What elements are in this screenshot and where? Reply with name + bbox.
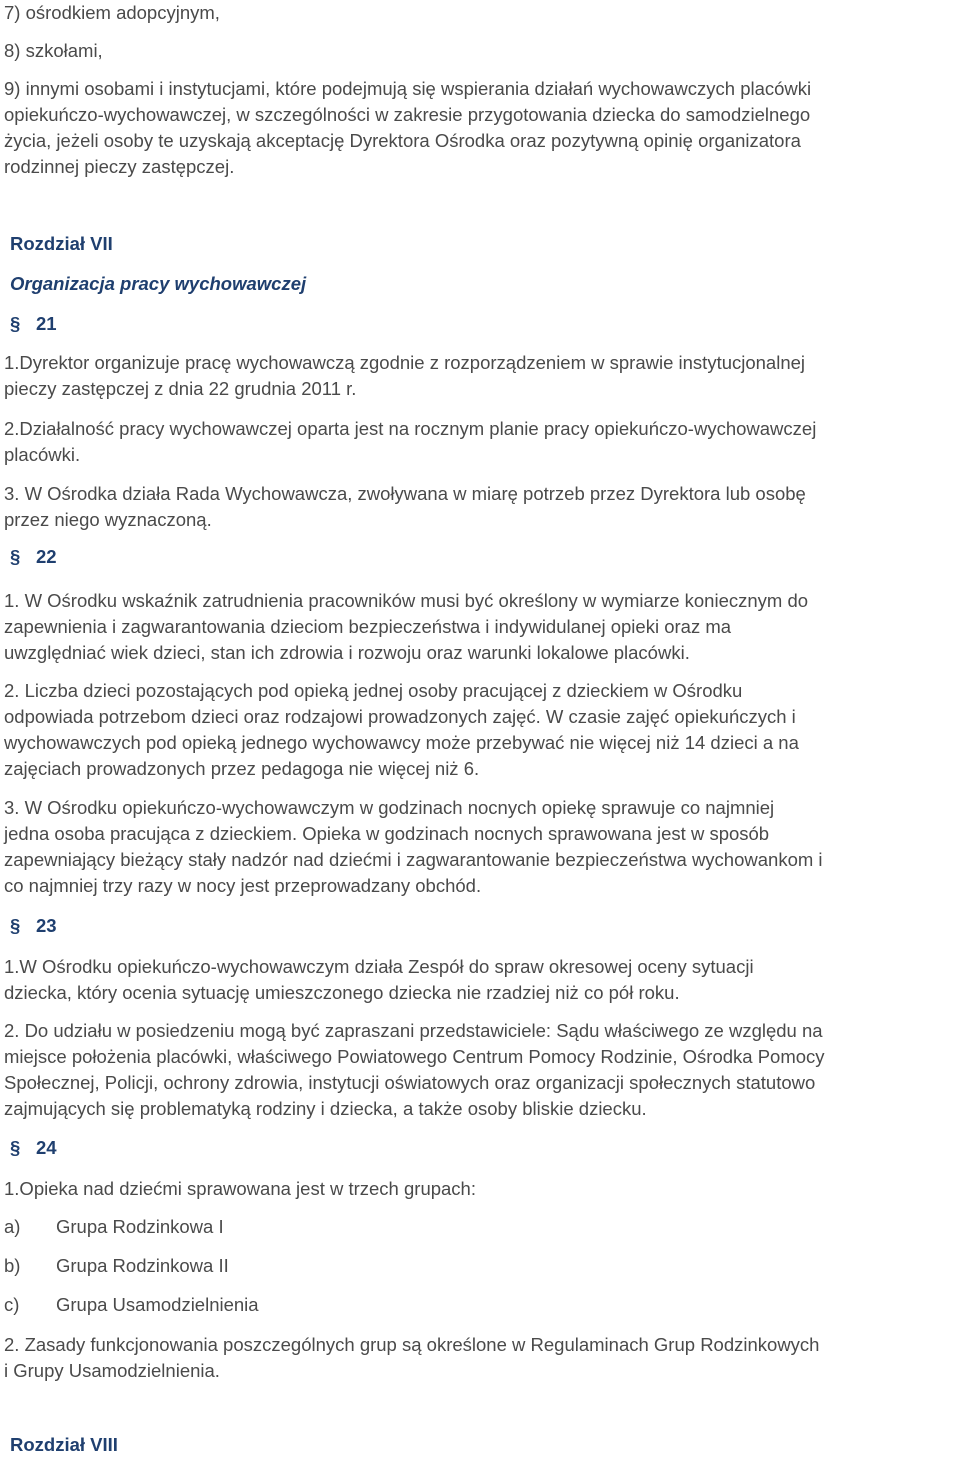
section-number: 24 (36, 1137, 57, 1158)
list-item-8: 8) szkołami, (4, 40, 103, 61)
section-mark: § (10, 915, 21, 936)
section-mark: § (10, 1137, 21, 1158)
s24-paragraph-2: 2. Zasady funkcjonowania poszczególnych grup są określone w Regulaminach Grup Rodzinkowych i Grupy Usamodzielnienia. (4, 1334, 820, 1381)
section-21-heading (10, 311, 960, 337)
list-item-7: 7) ośrodkiem adopcyjnym, (4, 2, 220, 23)
section-number: 21 (36, 313, 57, 334)
s23-paragraph-2: 2. Do udziału w posiedzeniu mogą być zapraszani przedstawiciele: Sądu właściwego ze względu na miejsce położenia placówki, właściwego Powiatowego Centrum Pomocy Rodzinie, Ośrodka Pomocy Społecznej, Policji, ochrony zdrowia, instytucji oświatowych oraz organizacji społecznych statutowo zajmujących się problematyką rodziny i dziecka, a także osoby bliskie dziecku. (4, 1020, 825, 1119)
list-item-a: a) Grupa Rodzinkowa I (4, 1216, 224, 1237)
section-22-heading (10, 544, 960, 570)
section-mark: § (10, 313, 21, 334)
chapter-8-title: Rozdział VIII (10, 1434, 118, 1455)
s22-paragraph-3: 3. W Ośrodku opiekuńczo-wychowawczym w godzinach nocnych opiekę sprawuje co najmniej jedna osoba pracująca z dzieckiem. Opieka w godzinach nocnych sprawowana jest w sposób zapewniający bieżący stały nadzór nad dziećmi i zagwarantowanie bezpieczeństwa wychowankom i co najmniej trzy razy w nocy jest przeprowadzany obchód. (4, 797, 823, 896)
s23-paragraph-1: 1.W Ośrodku opiekuńczo-wychowawczym działa Zespół do spraw okresowej oceny sytuacji dziecka, który ocenia sytuację umieszczonego dziecka nie rzadziej niż co pół roku. (4, 956, 754, 1003)
section-number: 23 (36, 915, 57, 936)
chapter-7-title: Rozdział VII (10, 233, 113, 254)
section-23-heading (10, 913, 960, 939)
s22-paragraph-1: 1. W Ośrodku wskaźnik zatrudnienia pracowników musi być określony w wymiarze koniecznym do zapewnienia i zagwarantowania dzieciom bezpieczeństwa i indywidulanej opieki oraz ma uwzględniać wiek dzieci, stan ich zdrowia i rozwoju oraz warunki lokalowe placówki. (4, 590, 809, 663)
s21-paragraph-3: 3. W Ośrodka działa Rada Wychowawcza, zwoływana w miarę potrzeb przez Dyrektora lub osobę przez niego wyznaczoną. (4, 483, 806, 530)
list-item-b: b) Grupa Rodzinkowa II (4, 1255, 229, 1276)
section-24-heading (10, 1135, 960, 1161)
s21-paragraph-1: 1.Dyrektor organizuje pracę wychowawczą zgodnie z rozporządzeniem w sprawie instytucjonalnej pieczy zastępczej z dnia 22 grudnia 2011 r. (4, 352, 806, 399)
s21-paragraph-2: 2.Działalność pracy wychowawczej oparta jest na rocznym planie pracy opiekuńczo-wychowawczej placówki. (4, 418, 817, 465)
list-item-c: c) Grupa Usamodzielnienia (4, 1294, 259, 1315)
s22-paragraph-2: 2. Liczba dzieci pozostających pod opieką jednej osoby pracującej z dzieckiem w Ośrodku odpowiada potrzebom dzieci oraz rodzajowi prowadzonych zajęć. W czasie zajęć opiekuńczych i wychowawczych pod opieką jednego wychowawcy może przebywać nie więcej niż 14 dzieci a na zajęciach prowadzonych przez pedagoga nie więcej niż 6. (4, 680, 799, 779)
list-item-9: 9) innymi osobami i instytucjami, które podejmują się wspierania działań wychowawczych placówki opiekuńczo-wychowawczej, w szczególności w zakresie przygotowania dziecka do samodzielnego życia, jeżeli osoby te uzyskają akceptację Dyrektora Ośrodka oraz pozytywną opinię organizatora rodzinnej pieczy zastępczej. (4, 78, 812, 177)
section-number: 22 (36, 546, 57, 567)
chapter-7-subtitle: Organizacja pracy wychowawczej (10, 273, 307, 294)
section-mark: § (10, 546, 21, 567)
s24-paragraph-1: 1.Opieka nad dziećmi sprawowana jest w trzech grupach: (4, 1178, 476, 1199)
